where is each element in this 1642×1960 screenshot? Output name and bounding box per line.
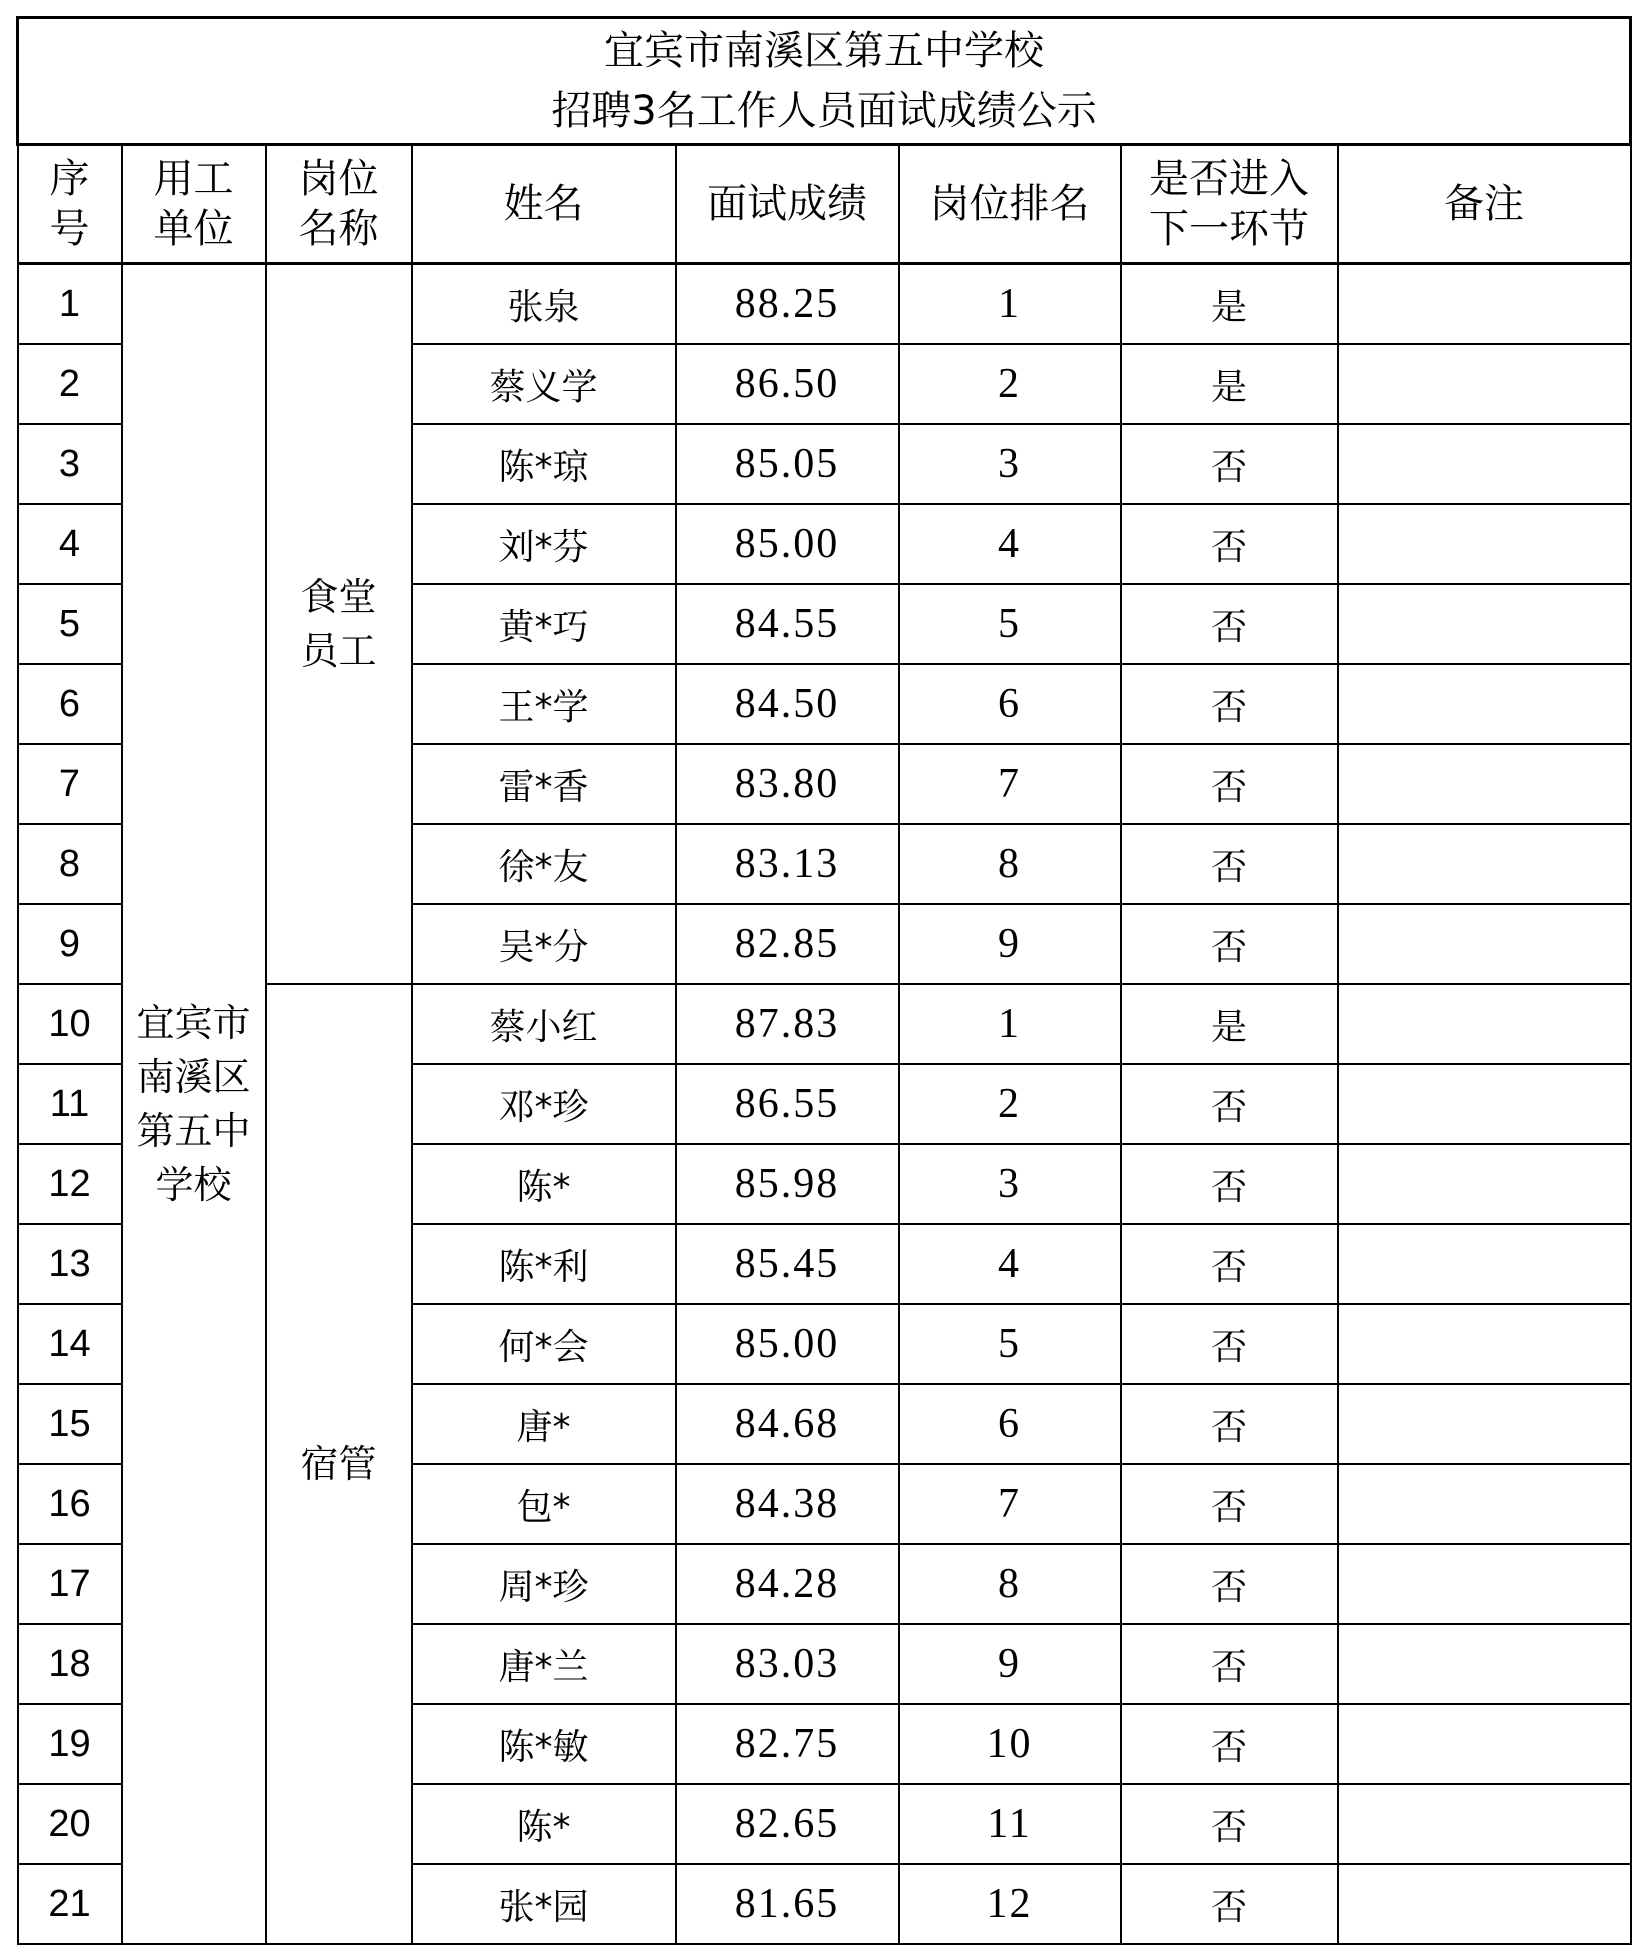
cell-score: 84.50 — [676, 664, 899, 744]
cell-score: 85.05 — [676, 424, 899, 504]
cell-advance: 否 — [1121, 504, 1338, 584]
results-table — [16, 16, 1632, 1945]
cell-name: 邓*珍 — [412, 1064, 676, 1144]
cell-name: 黄*巧 — [412, 584, 676, 664]
cell-advance: 否 — [1121, 1064, 1338, 1144]
cell-rank: 5 — [899, 1304, 1121, 1384]
cell-advance: 否 — [1121, 424, 1338, 504]
cell-name: 徐*友 — [412, 824, 676, 904]
cell-score: 82.75 — [676, 1704, 899, 1784]
cell-advance: 否 — [1121, 1384, 1338, 1464]
cell-remark — [1338, 1784, 1631, 1864]
cell-score: 86.50 — [676, 344, 899, 424]
cell-remark — [1338, 1384, 1631, 1464]
cell-seq: 3 — [18, 424, 122, 504]
header-remark: 备注 — [1338, 145, 1631, 264]
cell-remark — [1338, 1544, 1631, 1624]
cell-rank: 7 — [899, 744, 1121, 824]
cell-remark — [1338, 744, 1631, 824]
cell-seq: 11 — [18, 1064, 122, 1144]
cell-score: 83.80 — [676, 744, 899, 824]
header-row — [18, 145, 1631, 264]
cell-remark — [1338, 424, 1631, 504]
cell-advance: 否 — [1121, 1864, 1338, 1944]
cell-remark — [1338, 504, 1631, 584]
cell-advance: 否 — [1121, 1784, 1338, 1864]
cell-advance: 否 — [1121, 1624, 1338, 1704]
cell-rank: 2 — [899, 1064, 1121, 1144]
cell-advance: 否 — [1121, 1304, 1338, 1384]
header-name: 姓名 — [412, 145, 676, 264]
cell-seq: 21 — [18, 1864, 122, 1944]
cell-name: 蔡小红 — [412, 984, 676, 1064]
header-score: 面试成绩 — [676, 145, 899, 264]
cell-rank: 7 — [899, 1464, 1121, 1544]
cell-name: 陈*敏 — [412, 1704, 676, 1784]
cell-name: 吴*分 — [412, 904, 676, 984]
cell-name: 刘*芬 — [412, 504, 676, 584]
cell-position: 食堂 员工 — [266, 264, 412, 985]
page-title: 宜宾市南溪区第五中学校 招聘3名工作人员面试成绩公示 — [18, 18, 1631, 145]
cell-score: 86.55 — [676, 1064, 899, 1144]
cell-rank: 6 — [899, 1384, 1121, 1464]
cell-remark — [1338, 584, 1631, 664]
cell-remark — [1338, 1864, 1631, 1944]
cell-advance: 否 — [1121, 1224, 1338, 1304]
cell-advance: 否 — [1121, 664, 1338, 744]
cell-seq: 5 — [18, 584, 122, 664]
cell-seq: 14 — [18, 1304, 122, 1384]
cell-name: 周*珍 — [412, 1544, 676, 1624]
cell-score: 84.68 — [676, 1384, 899, 1464]
cell-rank: 8 — [899, 824, 1121, 904]
cell-seq: 20 — [18, 1784, 122, 1864]
cell-advance: 是 — [1121, 264, 1338, 345]
cell-rank: 6 — [899, 664, 1121, 744]
cell-seq: 1 — [18, 264, 122, 345]
cell-seq: 6 — [18, 664, 122, 744]
cell-remark — [1338, 1224, 1631, 1304]
cell-remark — [1338, 664, 1631, 744]
cell-name: 陈* — [412, 1784, 676, 1864]
cell-rank: 1 — [899, 264, 1121, 345]
cell-seq: 19 — [18, 1704, 122, 1784]
title-row — [18, 18, 1631, 145]
cell-seq: 9 — [18, 904, 122, 984]
cell-rank: 9 — [899, 904, 1121, 984]
cell-seq: 17 — [18, 1544, 122, 1624]
cell-name: 陈* — [412, 1144, 676, 1224]
cell-score: 84.55 — [676, 584, 899, 664]
cell-remark — [1338, 1464, 1631, 1544]
cell-advance: 是 — [1121, 344, 1338, 424]
cell-score: 82.85 — [676, 904, 899, 984]
cell-score: 83.03 — [676, 1624, 899, 1704]
cell-remark — [1338, 904, 1631, 984]
cell-score: 87.83 — [676, 984, 899, 1064]
cell-name: 蔡义学 — [412, 344, 676, 424]
cell-seq: 13 — [18, 1224, 122, 1304]
cell-rank: 1 — [899, 984, 1121, 1064]
cell-seq: 16 — [18, 1464, 122, 1544]
cell-score: 85.98 — [676, 1144, 899, 1224]
cell-seq: 10 — [18, 984, 122, 1064]
cell-remark — [1338, 824, 1631, 904]
header-advance: 是否进入 下一环节 — [1121, 145, 1338, 264]
cell-remark — [1338, 1144, 1631, 1224]
cell-score: 83.13 — [676, 824, 899, 904]
cell-rank: 9 — [899, 1624, 1121, 1704]
table-row — [18, 264, 1631, 345]
cell-seq: 2 — [18, 344, 122, 424]
cell-score: 85.00 — [676, 1304, 899, 1384]
cell-score: 81.65 — [676, 1864, 899, 1944]
header-position: 岗位 名称 — [266, 145, 412, 264]
cell-remark — [1338, 1304, 1631, 1384]
cell-advance: 否 — [1121, 1144, 1338, 1224]
cell-rank: 12 — [899, 1864, 1121, 1944]
cell-rank: 3 — [899, 424, 1121, 504]
cell-name: 包* — [412, 1464, 676, 1544]
cell-score: 84.38 — [676, 1464, 899, 1544]
cell-rank: 3 — [899, 1144, 1121, 1224]
cell-advance: 否 — [1121, 824, 1338, 904]
cell-rank: 4 — [899, 1224, 1121, 1304]
cell-rank: 10 — [899, 1704, 1121, 1784]
cell-name: 雷*香 — [412, 744, 676, 824]
cell-advance: 是 — [1121, 984, 1338, 1064]
cell-score: 82.65 — [676, 1784, 899, 1864]
cell-remark — [1338, 264, 1631, 345]
cell-name: 张*园 — [412, 1864, 676, 1944]
header-seq: 序 号 — [18, 145, 122, 264]
cell-score: 88.25 — [676, 264, 899, 345]
cell-seq: 12 — [18, 1144, 122, 1224]
cell-name: 何*会 — [412, 1304, 676, 1384]
cell-remark — [1338, 1624, 1631, 1704]
cell-rank: 2 — [899, 344, 1121, 424]
cell-score: 85.45 — [676, 1224, 899, 1304]
cell-rank: 8 — [899, 1544, 1121, 1624]
header-rank: 岗位排名 — [899, 145, 1121, 264]
cell-advance: 否 — [1121, 904, 1338, 984]
cell-remark — [1338, 984, 1631, 1064]
cell-seq: 7 — [18, 744, 122, 824]
cell-name: 王*学 — [412, 664, 676, 744]
cell-advance: 否 — [1121, 1704, 1338, 1784]
cell-remark — [1338, 1704, 1631, 1784]
cell-seq: 8 — [18, 824, 122, 904]
cell-name: 唐* — [412, 1384, 676, 1464]
cell-score: 85.00 — [676, 504, 899, 584]
cell-name: 张泉 — [412, 264, 676, 345]
cell-advance: 否 — [1121, 1544, 1338, 1624]
cell-score: 84.28 — [676, 1544, 899, 1624]
cell-name: 陈*琼 — [412, 424, 676, 504]
cell-advance: 否 — [1121, 584, 1338, 664]
cell-rank: 11 — [899, 1784, 1121, 1864]
cell-advance: 否 — [1121, 1464, 1338, 1544]
cell-seq: 18 — [18, 1624, 122, 1704]
cell-rank: 4 — [899, 504, 1121, 584]
cell-rank: 5 — [899, 584, 1121, 664]
cell-seq: 15 — [18, 1384, 122, 1464]
header-unit: 用工 单位 — [122, 145, 266, 264]
cell-position: 宿管 — [266, 984, 412, 1944]
cell-name: 陈*利 — [412, 1224, 676, 1304]
cell-unit: 宜宾市 南溪区 第五中 学校 — [122, 264, 266, 1945]
cell-advance: 否 — [1121, 744, 1338, 824]
cell-remark — [1338, 1064, 1631, 1144]
cell-remark — [1338, 344, 1631, 424]
cell-seq: 4 — [18, 504, 122, 584]
cell-name: 唐*兰 — [412, 1624, 676, 1704]
